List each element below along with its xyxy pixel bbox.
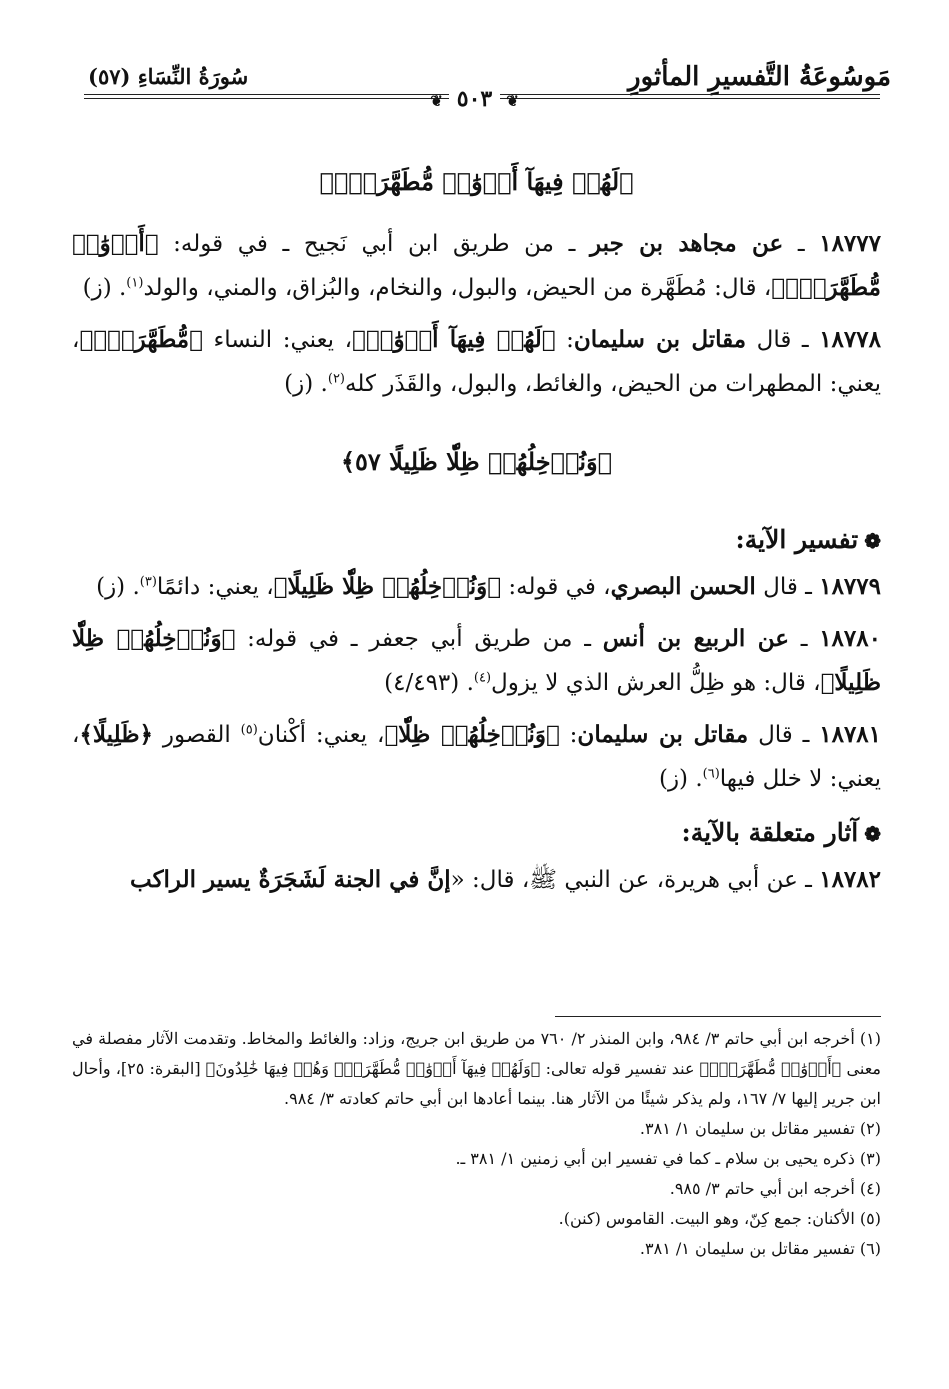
- footnote-2: (٢) تفسير مقاتل بن سليمان ١/ ٣٨١.: [639, 1119, 881, 1138]
- flower-icon: ❁: [864, 822, 881, 846]
- text: ، في قوله:: [501, 574, 611, 600]
- text: . (ز): [658, 766, 703, 792]
- narration-18780: [72, 617, 881, 705]
- section-title-tafsir: [72, 518, 881, 563]
- quran-quote: ﴿وَنُدۡخِلُهُمۡ ظِلّٗا﴾: [384, 721, 560, 748]
- text: ـ من طريق ابن أبي نَجيح ـ في قوله:: [158, 231, 590, 257]
- narration-18777: [72, 222, 881, 310]
- quran-quote: ﴿أَزۡوَٰجٞ مُّطَهَّرَةٞۖ﴾: [72, 230, 881, 301]
- text: ـ قال: [755, 574, 820, 600]
- text: ، يعني: دائمًا: [156, 574, 274, 600]
- text: . (ز): [82, 275, 127, 301]
- footnote-ref: (٦): [702, 766, 720, 782]
- narration-18782: [72, 858, 881, 902]
- quran-quote: ﴿ظَلِيلًا﴾: [79, 721, 153, 748]
- text: ـ عن أبي هريرة، عن النبي ﷺ، قال: «: [450, 867, 820, 893]
- quran-quote: ﴿وَنُدۡخِلُهُمۡ ظِلّٗا ظَلِيلًا﴾: [273, 573, 502, 600]
- section-title-text: آثار متعلقة بالآية:: [681, 818, 859, 847]
- ornament-icon: ❦: [430, 92, 443, 110]
- text: ، يعني: المطهرات من الحيض، والغائط، والبول، والقَذَر كله: [72, 327, 881, 397]
- quran-quote: ﴿مُّطَهَّرَةٞۖ﴾: [79, 326, 203, 353]
- quran-quote: ﴿وَنُدۡخِلُهُمۡ ظِلّٗا ظَلِيلًا﴾: [72, 625, 881, 696]
- narrator-name: مقاتل بن سليمان: [577, 721, 749, 748]
- main-text: [72, 160, 881, 910]
- footnote-1: (١) أخرجه ابن أبي حاتم ٣/ ٩٨٤، وابن المنذر ٢/ ٧٦٠ من طريق ابن جريج، وزاد: والغائط والمخاط. وتقدمت الآثار مفصلة في معنى ﴿أَزۡوَٰجٞ مُّطَهَّرَةٞۖ﴾ عند تفسير قوله تعالى: ﴿وَلَهُمۡ فِيهَآ أَزۡوَٰجٞ مُّطَهَّرَةٞۖ وَهُمۡ فِيهَا خَٰلِدُونَ﴾ [البقرة: ٢٥]، وأحال ابن جرير إليها ٧/ ١٦٧، ولم يذكر شيئًا من الآثار هنا. بينما أعادها ابن أبي حاتم كعادته ٣/ ٩٨٤.: [72, 1029, 882, 1108]
- narration-number: ١٨٧٨٠: [819, 625, 881, 652]
- footnote-separator: [555, 1016, 881, 1017]
- narration-number: ١٨٧٧٧: [819, 230, 881, 257]
- narration-18778: [72, 318, 881, 406]
- footnote-ref: (١): [126, 275, 144, 291]
- footnote-ref: (٥): [240, 722, 258, 738]
- text: ، قال: مُطَهَّرة من الحيض، والبول، والنخام، والبُزاق، والمني، والولد: [143, 275, 772, 301]
- text: . (٤/٤٩٣): [384, 670, 474, 696]
- hadith-text: إنَّ في الجنة لَشَجَرَةٌ يسير الراكب: [129, 866, 451, 893]
- narrator-name: مقاتل بن سليمان: [573, 326, 747, 353]
- text: ، يعني: لا خلل فيها: [72, 722, 881, 792]
- text: . (ز): [96, 574, 140, 600]
- separator: ـ: [783, 231, 820, 257]
- text: القصور: [152, 722, 241, 748]
- quran-quote: ﴿لَهُمۡ فِيهَآ أَزۡوَٰجٞ﴾: [352, 326, 556, 353]
- footnote-ref: (٢): [327, 371, 345, 387]
- page-number: ٥٠٣: [449, 86, 500, 112]
- section-title-text: تفسير الآية:: [735, 525, 859, 554]
- text: :: [555, 327, 574, 353]
- text: ، قال: هو ظِلُّ العرش الذي لا يزول: [491, 670, 821, 696]
- narrator-name: عن الربيع بن أنس: [602, 625, 789, 652]
- narration-18781: [72, 713, 881, 801]
- footnote-ref: (٤): [473, 670, 492, 686]
- footnote-6: (٦) تفسير مقاتل بن سليمان ١/ ٣٨١.: [639, 1239, 881, 1258]
- text: ، يعني: أكْنان: [257, 722, 385, 748]
- narrator-name: عن مجاهد بن جبر: [589, 230, 784, 257]
- narrator-name: الحسن البصري: [610, 573, 756, 600]
- text: :: [559, 722, 578, 748]
- text: ـ قال: [746, 327, 820, 353]
- verse-heading: ﴿وَنُدۡخِلُهُمۡ ظِلّٗا ظَلِيلًا ٥٧﴾: [340, 447, 613, 476]
- footnote-ref: (٣): [139, 574, 157, 590]
- narration-number: ١٨٧٧٩: [819, 573, 881, 600]
- page-number-block: [0, 86, 949, 112]
- text: ، يعني: النساء: [202, 327, 353, 353]
- narration-number: ١٨٧٨٢: [819, 866, 881, 893]
- footnote-4: (٤) أخرجه ابن أبي حاتم ٣/ ٩٨٥.: [669, 1179, 881, 1198]
- footnotes: [72, 1024, 881, 1264]
- narration-number: ١٨٧٧٨: [819, 326, 881, 353]
- surah-title: سُورَةُ النِّسَاءِ (٥٧): [88, 64, 249, 89]
- narration-18779: [72, 565, 881, 609]
- separator: ـ: [788, 626, 820, 652]
- text: . (ز): [284, 371, 328, 397]
- verse-heading: ﴿لَهُمۡ فِيهَآ أَزۡوَٰجٞ مُّطَهَّرَةٞۖ﴾: [319, 167, 634, 196]
- footnote-3: (٣) ذكره يحيى بن سلام ـ كما في تفسير ابن أبي زمنين ١/ ٣٨١ ـ.: [455, 1149, 881, 1168]
- text: ـ من طريق أبي جعفر ـ في قوله:: [235, 626, 603, 652]
- section-title-athar: [72, 811, 881, 856]
- text: ـ قال: [748, 722, 820, 748]
- narration-number: ١٨٧٨١: [819, 721, 882, 748]
- footnote-5: (٥) الأكنان: جمع كِنّ، وهو البيت. القاموس (كنن).: [558, 1209, 881, 1228]
- running-title: مَوسُوعَةُ التَّفسيرِ المأثورِ: [628, 62, 891, 92]
- ornament-icon: ❦: [506, 92, 519, 110]
- flower-icon: ❁: [864, 529, 881, 553]
